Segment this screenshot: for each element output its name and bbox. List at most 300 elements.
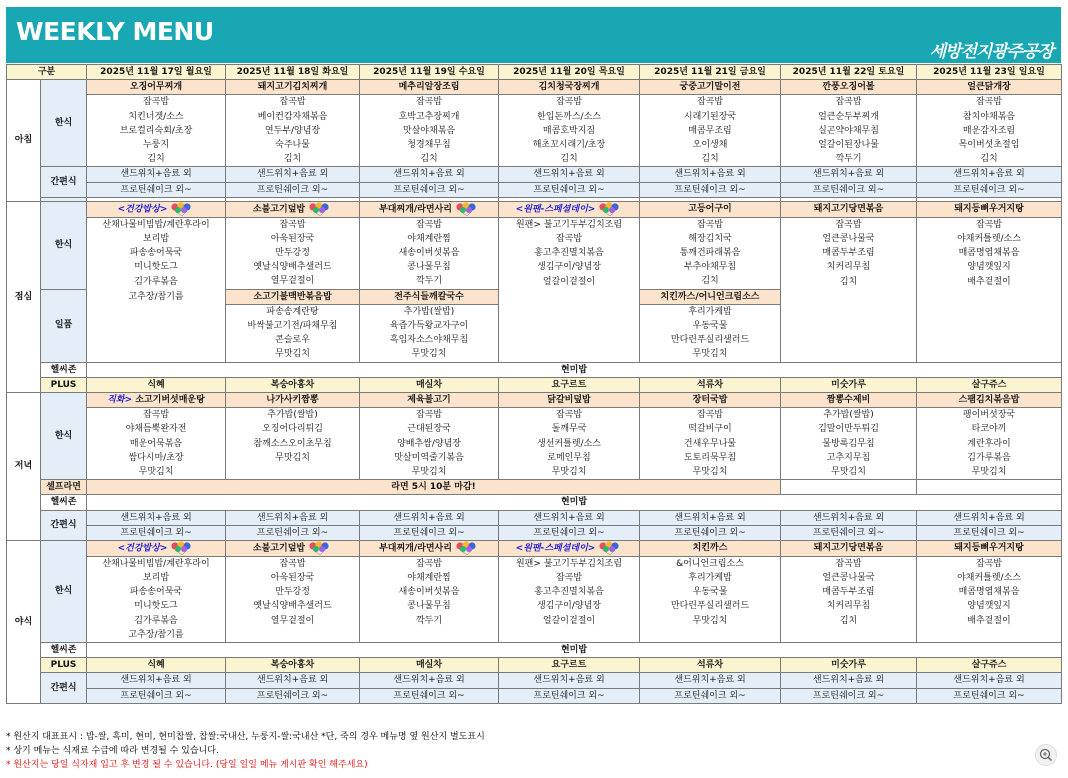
dish-item: 치킨너겟/소스	[87, 110, 226, 124]
day-header: 2025년 11월 21일 금요일	[640, 65, 781, 80]
dish-item: 고추장/참기름	[87, 289, 226, 304]
main-dish: 고등어구이	[640, 201, 781, 217]
dish-item: 팽이버섯장국	[917, 408, 1062, 423]
ilpum-main: 치킨까스/어니언크림소스	[640, 289, 781, 304]
dish-item: 깍두기	[360, 274, 499, 289]
main-dish	[87, 541, 226, 557]
snack-item: 샌드위치+음료 외	[499, 167, 640, 182]
ilpum-main: 소고기불맥반볶음밥	[226, 289, 360, 304]
dish-item: 로메인무침	[499, 451, 640, 465]
dish-item: 새송이버섯볶음	[360, 585, 499, 599]
dish-item: 김말이만두튀김	[781, 422, 917, 436]
day-header: 2025년 11월 23일 일요일	[917, 65, 1062, 80]
dish-item: 잡곡밥	[360, 95, 499, 110]
health-rice: 현미밥	[87, 495, 1062, 510]
meal-breakfast: 아침	[7, 80, 41, 202]
footer-notes	[6, 730, 485, 772]
dish-item: 배추겉절이	[917, 614, 1062, 628]
plus-item: 복숭아홍차	[226, 377, 360, 392]
dish-item: 참깨소스오이초무침	[226, 437, 360, 451]
dish-item	[917, 333, 1062, 347]
balloon-icon	[170, 202, 194, 216]
day-header: 2025년 11월 17일 월요일	[87, 65, 226, 80]
ilpum-item: 후리가케밥	[640, 304, 781, 319]
main-dish: 김치청국장찌개	[499, 80, 640, 95]
dish-item: 잡곡밥	[917, 217, 1062, 232]
snack-item: 프로틴쉐이크 외~	[917, 182, 1062, 197]
dish-item: 오징어다리튀김	[226, 422, 360, 436]
dish-item: 홍고추진멸치볶음	[499, 246, 640, 260]
dish-item	[917, 628, 1062, 643]
direct-fire-label: 직화>	[107, 394, 136, 405]
dish-item: 열무겉절이	[226, 274, 360, 289]
snack-item: 샌드위치+음료 외	[781, 673, 917, 688]
main-dish: 오징어무찌개	[87, 80, 226, 95]
dish-item: 양념깻잎지	[917, 599, 1062, 613]
snack-item: 프로틴쉐이크 외~	[781, 688, 917, 703]
dish-item: 생선커틀렛/소스	[499, 437, 640, 451]
dish-item	[640, 628, 781, 643]
dish-item: 잡곡밥	[781, 95, 917, 110]
dish-item	[87, 347, 226, 362]
dish-item: 얼큰순두부찌개	[781, 110, 917, 124]
weekly-menu-table	[6, 64, 1062, 704]
snack-item: 샌드위치+음료 외	[917, 167, 1062, 182]
day-header: 2025년 11월 20일 목요일	[499, 65, 640, 80]
dish-item	[781, 304, 917, 319]
plus-item: 석류차	[640, 658, 781, 673]
dish-item: 잡곡밥	[781, 556, 917, 571]
dish-item: 실곤약야채무침	[781, 124, 917, 138]
dish-item	[499, 289, 640, 304]
dish-item: 통깨건파래볶음	[640, 246, 781, 260]
category-korean: 한식	[41, 541, 87, 643]
dish-item: 잡곡밥	[499, 408, 640, 423]
dish-item: 잡곡밥	[499, 571, 640, 585]
dish-item	[499, 304, 640, 319]
dish-item: 치커리무침	[781, 599, 917, 613]
dish-item: 호박고추장찌개	[360, 110, 499, 124]
plus-item: 석류차	[640, 377, 781, 392]
balloon-icon	[308, 541, 332, 555]
dish-item: 오이생채	[640, 138, 781, 152]
dish-item: 만두강정	[226, 585, 360, 599]
snack-item: 샌드위치+음료 외	[499, 673, 640, 688]
main-dish: 제육불고기	[360, 392, 499, 407]
dish-item: 산채나물비빔밥/계란후라이	[87, 556, 226, 571]
dish-item	[917, 347, 1062, 362]
main-dish: 궁중고기말이전	[640, 80, 781, 95]
ramen-deadline: 라면 5시 10분 마감!	[87, 480, 781, 495]
main-dish: 닭갈비덮밥	[499, 392, 640, 407]
category-healthzone: 헬씨존	[41, 495, 87, 510]
ilpum-item: 흑임자소스야채무침	[360, 333, 499, 347]
snack-item: 샌드위치+음료 외	[499, 510, 640, 525]
dish-item: 김가루볶음	[87, 274, 226, 289]
snack-item: 프로틴쉐이크 외~	[360, 182, 499, 197]
dish-item: 생김구이/양념장	[499, 260, 640, 274]
main-dish-text: 소불고기덮밥	[252, 543, 306, 554]
dish-item: 타코야끼	[917, 422, 1062, 436]
dish-item: 얼갈이겉절이	[499, 274, 640, 289]
ilpum-item: 육즙가득왕교자구이	[360, 319, 499, 333]
dish-item: 시래기된장국	[640, 110, 781, 124]
dish-item: 아욱된장국	[226, 571, 360, 585]
main-dish: 돼지등뼈우거지탕	[917, 541, 1062, 557]
snack-item: 프로틴쉐이크 외~	[917, 525, 1062, 540]
snack-item: 프로틴쉐이크 외~	[499, 525, 640, 540]
dish-item: 잡곡밥	[226, 95, 360, 110]
dish-item: 무맛김치	[87, 465, 226, 480]
one-pan-label: <원팬-스페셜데이>	[515, 204, 596, 215]
dish-item: 김가루볶음	[917, 451, 1062, 465]
balloon-icon	[170, 541, 194, 555]
category-snack: 간편식	[41, 510, 87, 540]
main-dish	[87, 201, 226, 217]
category-snack: 간편식	[41, 673, 87, 703]
snack-item: 샌드위치+음료 외	[640, 510, 781, 525]
snack-item: 샌드위치+음료 외	[226, 673, 360, 688]
dish-item: 미니핫도그	[87, 599, 226, 613]
main-dish: 장터국밥	[640, 392, 781, 407]
main-dish	[360, 541, 499, 557]
dish-item: 매콤무조림	[640, 124, 781, 138]
dish-item	[781, 347, 917, 362]
category-plus: PLUS	[41, 377, 87, 392]
main-dish: 스팸김치볶음밥	[917, 392, 1062, 407]
snack-item: 샌드위치+음료 외	[917, 673, 1062, 688]
main-dish: 돼지고기당면볶음	[781, 541, 917, 557]
zoom-in-icon[interactable]	[1035, 744, 1057, 766]
main-dish: 메추리알장조림	[360, 80, 499, 95]
balloon-icon	[455, 202, 479, 216]
snack-item: 샌드위치+음료 외	[640, 673, 781, 688]
main-dish	[226, 201, 360, 217]
dish-item: 열무겉절이	[226, 614, 360, 628]
dish-item: 매운어묵볶음	[87, 437, 226, 451]
dish-item: 김치	[917, 152, 1062, 167]
dish-item: 야채계란찜	[360, 571, 499, 585]
dish-item: 옛날식양배추샐러드	[226, 599, 360, 613]
snack-item: 샌드위치+음료 외	[360, 510, 499, 525]
ilpum-item: 콘슬로우	[226, 333, 360, 347]
dish-item: 쌈다시마/초장	[87, 451, 226, 465]
snack-item: 프로틴쉐이크 외~	[360, 525, 499, 540]
dish-item	[87, 333, 226, 347]
snack-item: 샌드위치+음료 외	[917, 510, 1062, 525]
dish-item: 잡곡밥	[640, 95, 781, 110]
dish-item	[499, 319, 640, 333]
ilpum-item: 무맛김치	[360, 347, 499, 362]
plus-item: 미숫가루	[781, 377, 917, 392]
dish-item: 만다린푸실리샐러드	[640, 599, 781, 613]
dish-item: 잡곡밥	[917, 95, 1062, 110]
main-dish: 깐풍오징어볼	[781, 80, 917, 95]
dish-item: 잡곡밥	[499, 232, 640, 246]
dish-item: 떡갈비구이	[640, 422, 781, 436]
dish-item: 계란후라이	[917, 437, 1062, 451]
header-gubun: 구분	[7, 65, 87, 80]
dish-item: 김치	[499, 152, 640, 167]
dish-item: 아욱된장국	[226, 232, 360, 246]
ilpum-item: 무맛김치	[640, 347, 781, 362]
snack-item: 프로틴쉐이크 외~	[781, 525, 917, 540]
dish-item: 매콤명엽채볶음	[917, 585, 1062, 599]
snack-item: 프로틴쉐이크 외~	[917, 688, 1062, 703]
dish-item	[360, 628, 499, 643]
dish-item: 매콤두부조림	[781, 585, 917, 599]
dish-item: 콩나물무침	[360, 260, 499, 274]
dish-item	[917, 319, 1062, 333]
dish-item: 무맛김치	[917, 465, 1062, 480]
snack-item: 샌드위치+음료 외	[87, 510, 226, 525]
brand-logo: 세방전지광주공장	[929, 42, 1053, 62]
category-korean: 한식	[41, 392, 87, 479]
dish-item: 고추장/참기름	[87, 628, 226, 643]
dish-item: 한입돈까스/소스	[499, 110, 640, 124]
dish-item	[226, 465, 360, 480]
dish-item: 얼갈이된장나물	[781, 138, 917, 152]
dish-item: 옛날식양배추샐러드	[226, 260, 360, 274]
dish-item: &어니언크림소스	[640, 556, 781, 571]
ilpum-item: 우동국물	[640, 319, 781, 333]
snack-item: 샌드위치+음료 외	[87, 673, 226, 688]
snack-item: 프로틴쉐이크 외~	[499, 182, 640, 197]
plus-item: 매실차	[360, 658, 499, 673]
snack-item: 프로틴쉐이크 외~	[781, 182, 917, 197]
plus-item: 살구쥬스	[917, 377, 1062, 392]
snack-item: 프로틴쉐이크 외~	[226, 525, 360, 540]
dish-item: 베이컨감자채볶음	[226, 110, 360, 124]
dish-item: 보리밥	[87, 571, 226, 585]
main-dish	[499, 201, 640, 217]
healthy-meal-label: <건강밥상>	[117, 204, 168, 215]
snack-item: 샌드위치+음료 외	[87, 167, 226, 182]
dish-item: 원팬> 불고기두부김치조림	[499, 556, 640, 571]
dish-item: 해초꼬시래기/초장	[499, 138, 640, 152]
dish-item: 건새우무나물	[640, 437, 781, 451]
dish-item: 얼갈이겉절이	[499, 614, 640, 628]
dish-item: 맛살미역줄기볶음	[360, 451, 499, 465]
dish-item: 김치	[781, 274, 917, 289]
dish-item: 무맛김치	[499, 465, 640, 480]
ilpum-item: 추가밥(쌀밥)	[360, 304, 499, 319]
snack-item: 프로틴쉐이크 외~	[640, 688, 781, 703]
dish-item: 무맛김치	[640, 465, 781, 480]
balloon-icon	[455, 541, 479, 555]
dish-item: 얼큰콩나물국	[781, 571, 917, 585]
main-dish: 치킨까스	[640, 541, 781, 557]
dish-item	[226, 628, 360, 643]
dish-item: 도토리묵무침	[640, 451, 781, 465]
snack-item: 샌드위치+음료 외	[360, 167, 499, 182]
dish-item: 근대된장국	[360, 422, 499, 436]
day-header: 2025년 11월 18일 화요일	[226, 65, 360, 80]
dish-item: 잡곡밥	[917, 556, 1062, 571]
snack-item: 프로틴쉐이크 외~	[87, 525, 226, 540]
dish-item: 홍고추진멸치볶음	[499, 585, 640, 599]
dish-item: 부추야채무침	[640, 260, 781, 274]
main-dish: 나가사키짬뽕	[226, 392, 360, 407]
day-header: 2025년 11월 19일 수요일	[360, 65, 499, 80]
plus-item: 식혜	[87, 658, 226, 673]
snack-item: 프로틴쉐이크 외~	[640, 182, 781, 197]
category-selframen: 셀프라면	[41, 480, 87, 495]
snack-item: 프로틴쉐이크 외~	[87, 688, 226, 703]
plus-item: 요구르트	[499, 377, 640, 392]
dish-item: 야채듬뿍완자전	[87, 422, 226, 436]
balloon-icon	[308, 202, 332, 216]
dish-item: 무맛김치	[226, 451, 360, 465]
dish-item: 만두강정	[226, 246, 360, 260]
snack-item: 프로틴쉐이크 외~	[499, 688, 640, 703]
dish-item: 김치	[640, 274, 781, 289]
plus-item: 복숭아홍차	[226, 658, 360, 673]
dish-item: 깍두기	[781, 152, 917, 167]
dish-item	[499, 628, 640, 643]
one-pan-label: <원팬-스페셜데이>	[515, 543, 596, 554]
main-dish-text: 부대찌개/라면사리	[379, 204, 452, 215]
dish-item	[781, 628, 917, 643]
main-dish: 얼큰닭개장	[917, 80, 1062, 95]
health-rice: 현미밥	[87, 642, 1062, 657]
dish-item: 잡곡밥	[640, 408, 781, 423]
snack-item: 샌드위치+음료 외	[226, 167, 360, 182]
category-ilpum: 일품	[41, 289, 87, 362]
dish-item: 잡곡밥	[226, 556, 360, 571]
dish-item	[87, 304, 226, 319]
dish-item: 우동국물	[640, 585, 781, 599]
ilpum-main: 전주식들깨칼국수	[360, 289, 499, 304]
dish-item: 보리밥	[87, 232, 226, 246]
plus-item: 살구쥬스	[917, 658, 1062, 673]
category-korean: 한식	[41, 80, 87, 167]
category-snack: 간편식	[41, 167, 87, 197]
main-dish-text: 소고기버섯매운탕	[135, 394, 205, 405]
plus-item: 요구르트	[499, 658, 640, 673]
dish-item: 잡곡밥	[226, 217, 360, 232]
meal-dinner: 저녁	[7, 392, 41, 540]
ilpum-item: 무맛김치	[226, 347, 360, 362]
main-dish-text: 부대찌개/라면사리	[379, 543, 452, 554]
dish-item: 무맛김치	[360, 465, 499, 480]
healthy-meal-label: <건강밥상>	[117, 543, 168, 554]
dish-item: 잡곡밥	[499, 95, 640, 110]
dish-item: 맛살야채볶음	[360, 124, 499, 138]
spacer	[781, 480, 917, 495]
dish-item: 추가밥(쌀밥)	[781, 408, 917, 423]
dish-item	[781, 289, 917, 304]
dish-item: 잡곡밥	[87, 95, 226, 110]
dish-item	[917, 289, 1062, 304]
dish-item: 매콤두부조림	[781, 246, 917, 260]
dish-item: 양념깻잎지	[917, 260, 1062, 274]
dish-item: 무맛김치	[640, 614, 781, 628]
dish-item: 청경채무침	[360, 138, 499, 152]
dish-item: 참치야채볶음	[917, 110, 1062, 124]
dish-item: 김치	[226, 152, 360, 167]
dish-item: 목이버섯초절임	[917, 138, 1062, 152]
dish-item: 무맛김치	[781, 465, 917, 480]
snack-item: 샌드위치+음료 외	[226, 510, 360, 525]
dish-item: 양배추쌈/양념장	[360, 437, 499, 451]
dish-item: 추가밥(쌀밥)	[226, 408, 360, 423]
main-dish	[360, 201, 499, 217]
meal-lunch: 점심	[7, 201, 41, 392]
plus-item: 미숫가루	[781, 658, 917, 673]
dish-item: 돌깨무국	[499, 422, 640, 436]
dish-item: 브로컬리숙회/초장	[87, 124, 226, 138]
plus-item: 식혜	[87, 377, 226, 392]
snack-item: 샌드위치+음료 외	[640, 167, 781, 182]
change-note: * 상기 메뉴는 식재료 수급에 따라 변경될 수 있습니다.	[6, 746, 219, 756]
snack-item: 샌드위치+음료 외	[781, 167, 917, 182]
dish-item: 물방록김무침	[781, 437, 917, 451]
snack-item: 샌드위치+음료 외	[781, 510, 917, 525]
dish-item	[499, 333, 640, 347]
dish-item: 잡곡밥	[781, 217, 917, 232]
dish-item: 김치	[360, 152, 499, 167]
dish-item: 야채커틀렛/소스	[917, 571, 1062, 585]
menu-header	[6, 7, 1061, 63]
dish-item: 파송송어묵국	[87, 585, 226, 599]
dish-item: 배추겉절이	[917, 274, 1062, 289]
main-dish	[499, 541, 640, 557]
dish-item: 파송송어묵국	[87, 246, 226, 260]
ilpum-item: 파송송계란탕	[226, 304, 360, 319]
dish-item: 김치	[781, 614, 917, 628]
balloon-icon	[598, 541, 622, 555]
main-dish	[87, 392, 226, 407]
category-healthzone: 헬씨존	[41, 642, 87, 657]
dish-item: 김치	[87, 152, 226, 167]
ilpum-item: 만다린푸실리샐러드	[640, 333, 781, 347]
category-korean: 한식	[41, 201, 87, 289]
dish-item: 얼큰콩나물국	[781, 232, 917, 246]
dish-item: 잡곡밥	[360, 556, 499, 571]
category-plus: PLUS	[41, 658, 87, 673]
dish-item: 잡곡밥	[640, 217, 781, 232]
dish-item: 후리가케밥	[640, 571, 781, 585]
snack-item: 프로틴쉐이크 외~	[226, 688, 360, 703]
dish-item: 김치	[640, 152, 781, 167]
dish-item: 야채커틀렛/소스	[917, 232, 1062, 246]
main-dish: 짬뽕수제비	[781, 392, 917, 407]
dish-item: 깍두기	[360, 614, 499, 628]
dish-item: 연두부/양념장	[226, 124, 360, 138]
dish-item: 생김구이/양념장	[499, 599, 640, 613]
dish-item	[917, 304, 1062, 319]
main-dish: 돼지고기당면볶음	[781, 201, 917, 217]
dish-item: 잡곡밥	[360, 217, 499, 232]
dish-item: 새송이버섯볶음	[360, 246, 499, 260]
dish-item: 콩나물무침	[360, 599, 499, 613]
spacer	[917, 480, 1062, 495]
main-dish	[226, 541, 360, 557]
dish-item: 숙주나물	[226, 138, 360, 152]
main-dish-text: 소불고기덮밥	[252, 204, 306, 215]
dish-item	[781, 333, 917, 347]
main-dish: 돼지고기김치찌개	[226, 80, 360, 95]
snack-item: 프로틴쉐이크 외~	[360, 688, 499, 703]
snack-item: 샌드위치+음료 외	[360, 673, 499, 688]
dish-item	[499, 347, 640, 362]
ilpum-item: 바싹불고기전/파채무침	[226, 319, 360, 333]
dish-item: 해장김치국	[640, 232, 781, 246]
main-dish: 돼지등뼈우거지탕	[917, 201, 1062, 217]
dish-item: 매콤명엽채볶음	[917, 246, 1062, 260]
page-title: WEEKLY MENU	[16, 17, 214, 46]
